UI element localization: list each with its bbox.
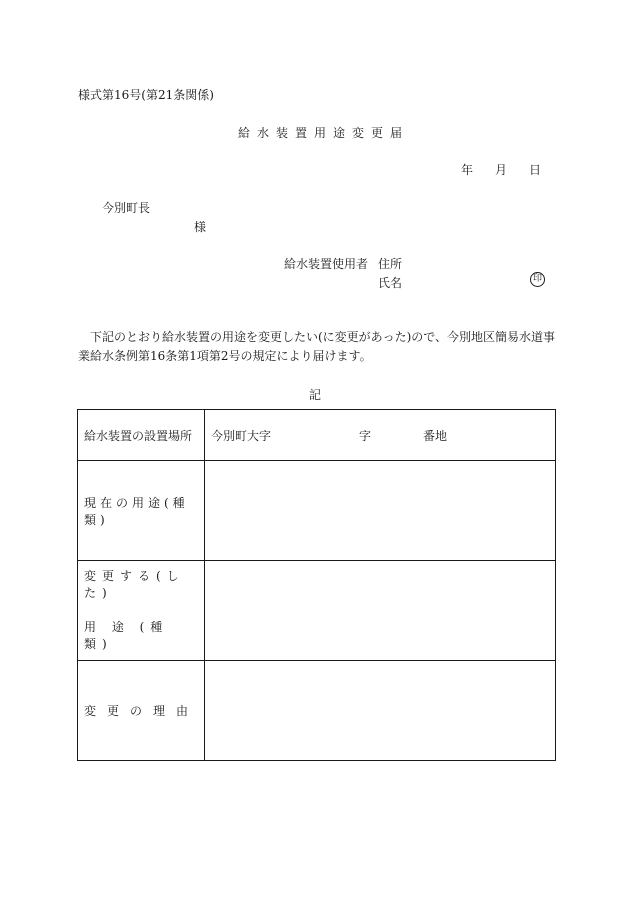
new-use-value-cell[interactable] — [205, 561, 556, 661]
new-use-label-line1: 変更する(した) — [84, 569, 185, 600]
date-line — [461, 161, 541, 178]
current-use-label: 現在の用途(種類) — [78, 461, 205, 561]
form-number: 様式第16号(第21条関係) — [78, 88, 214, 102]
ki-heading: 記 — [309, 388, 322, 402]
table-row-reason — [78, 661, 556, 761]
date-day-label: 日 — [529, 163, 542, 177]
table-row-new-use — [78, 561, 556, 661]
new-use-label — [78, 561, 205, 661]
current-use-value-cell[interactable] — [205, 461, 556, 561]
name-label: 氏名 — [378, 276, 403, 290]
location-aza: 字 — [359, 428, 372, 443]
address-label: 住所 — [378, 257, 403, 271]
reason-label: 変更の理由 — [78, 661, 205, 761]
body-paragraph: 下記のとおり給水装置の用途を変更したい(に変更があった)ので、今別地区簡易水道事業給水条例第16条第1項第2号の規定により届けます。 — [78, 330, 556, 363]
date-month-label: 月 — [495, 163, 508, 177]
location-town: 今別町大字 — [211, 428, 272, 443]
addressee: 今別町長 — [102, 201, 151, 215]
seal-mark: 印 — [530, 272, 545, 287]
location-banchi: 番地 — [423, 428, 448, 443]
date-year-label: 年 — [461, 163, 474, 177]
applicant-label: 給水装置使用者 — [284, 257, 369, 271]
reason-value-cell[interactable] — [205, 661, 556, 761]
form-table — [77, 409, 556, 761]
location-value-cell[interactable] — [205, 410, 556, 461]
location-label: 給水装置の設置場所 — [78, 410, 205, 461]
form-title: 給水装置用途変更届 — [238, 126, 410, 140]
new-use-label-line2: 用 途 (種 類) — [84, 620, 169, 651]
table-row-location — [78, 410, 556, 461]
honorific: 様 — [194, 220, 207, 234]
table-row-current-use — [78, 461, 556, 561]
